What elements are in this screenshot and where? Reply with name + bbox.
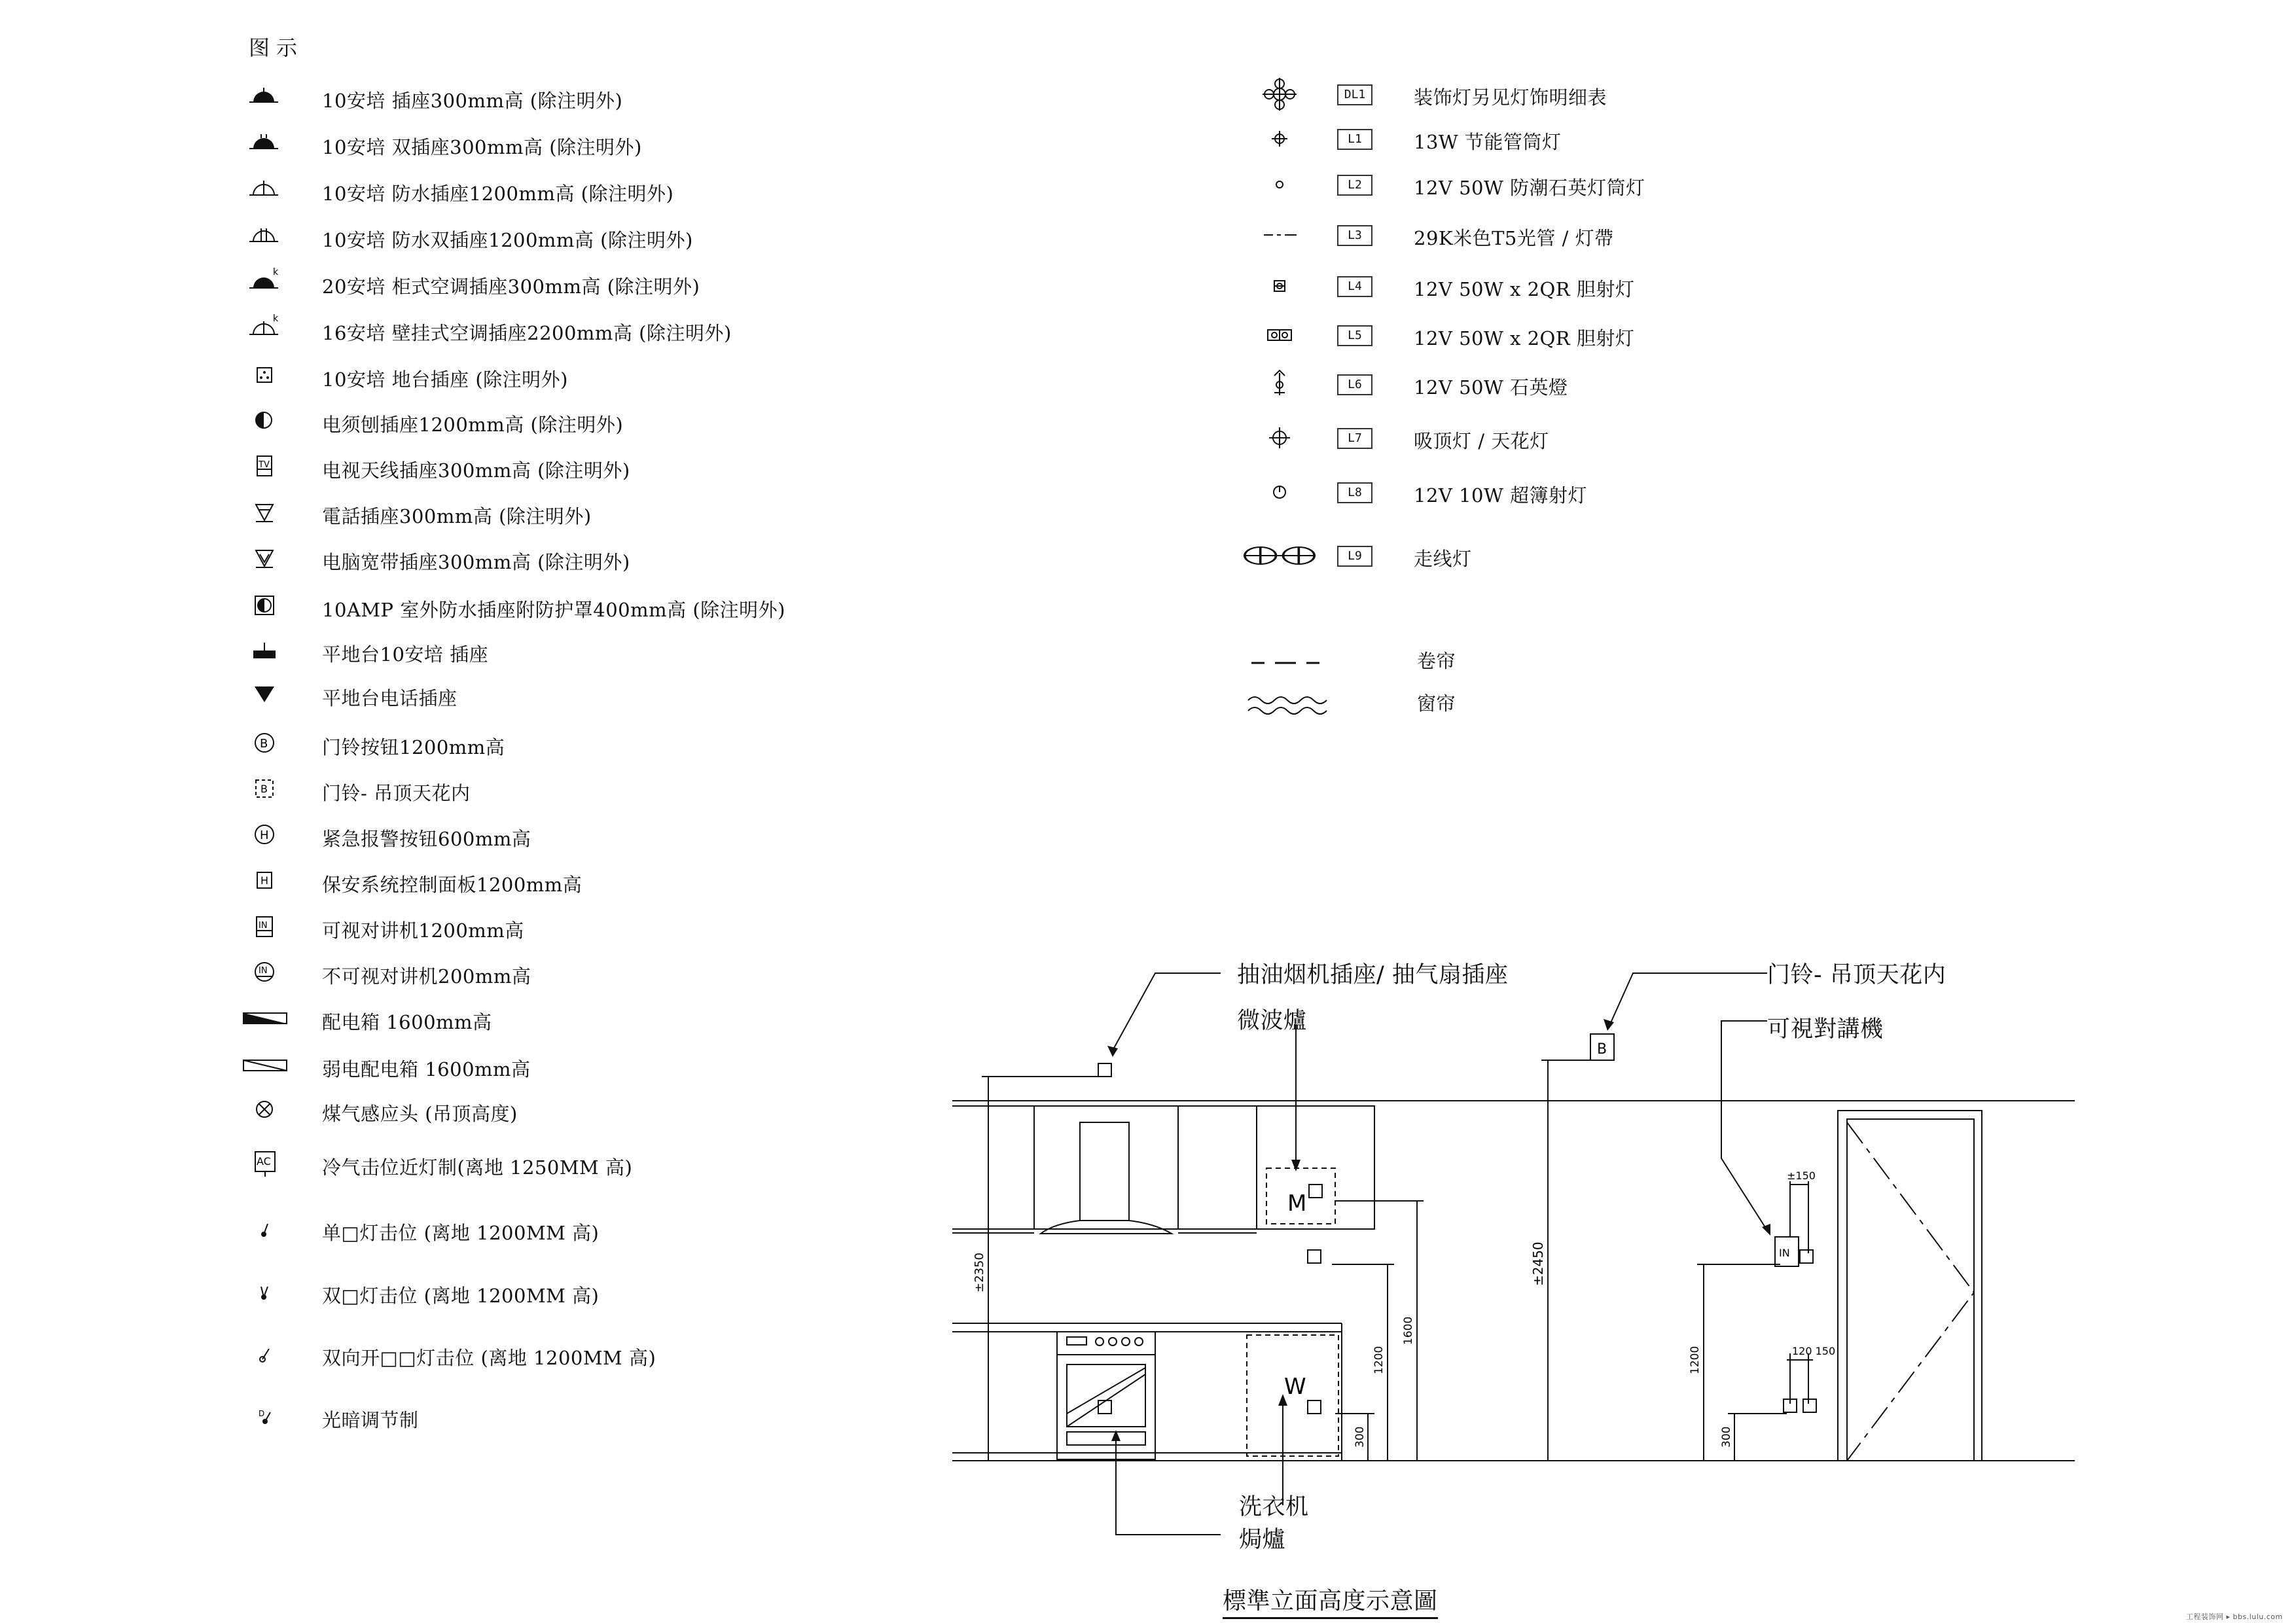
legend-item-label: 29K米色T5光管 / 灯帶 (1414, 227, 1614, 249)
legend-tag: L9 (1337, 546, 1372, 567)
dim-300-a: 300 (1354, 1426, 1367, 1448)
legend-tag: L1 (1337, 129, 1372, 150)
svg-text:B: B (260, 783, 268, 795)
legend-item-label: 双□灯击位 (离地 1200MM 高) (322, 1285, 600, 1307)
legend-item-label: 吸顶灯 / 天花灯 (1414, 430, 1549, 452)
washer-letter: W (1284, 1374, 1306, 1400)
range-hood (1080, 1122, 1129, 1221)
door-swing (1847, 1122, 1974, 1461)
legend-item-label: 光暗调节制 (322, 1409, 419, 1431)
legend-item-label: 走线灯 (1414, 548, 1472, 570)
legend-tag: L4 (1337, 276, 1372, 297)
legend-item-label: 12V 50W x 2QR 胆射灯 (1414, 278, 1635, 300)
legend-item-label: 紧急报警按钮600mm高 (322, 828, 531, 850)
legend-item-label: 13W 节能管筒灯 (1414, 131, 1562, 153)
legend-item-label: 10安培 插座300mm高 (除注明外) (322, 90, 623, 112)
microwave-letter: M (1287, 1190, 1307, 1217)
watermark: 工程装饰网 ▸ bbs.lulu.com (2186, 1613, 2283, 1621)
dim-1600: 1600 (1402, 1316, 1415, 1345)
dim-120-150: 120 150 (1792, 1345, 1836, 1357)
legend-tag: L3 (1337, 225, 1372, 246)
legend-item-label: 12V 50W 石英燈 (1414, 376, 1568, 399)
svg-text:TV: TV (259, 460, 270, 470)
legend-tag: L6 (1337, 374, 1372, 395)
callout-hood-socket: 抽油烟机插座/ 抽气扇插座 (1237, 962, 1509, 988)
svg-text:k: k (273, 267, 279, 277)
svg-text:D: D (259, 1409, 265, 1418)
legend-item-label: 10AMP 室外防水插座附防护罩400mm高 (除注明外) (322, 599, 785, 621)
legend-item-label: 10安培 防水插座1200mm高 (除注明外) (322, 183, 674, 205)
legend-item-label: 保安系统控制面板1200mm高 (322, 874, 583, 896)
legend-tag: L7 (1337, 428, 1372, 449)
svg-text:IN: IN (259, 921, 268, 931)
legend-item-label: 12V 10W 超簿射灯 (1414, 484, 1587, 507)
oven (1057, 1332, 1155, 1459)
legend-item-label: 平地台电话插座 (322, 687, 457, 709)
callout-microwave: 微波爐 (1237, 1008, 1307, 1034)
legend-item-label: 10安培 双插座300mm高 (除注明外) (322, 136, 642, 158)
legend-item-label: 12V 50W x 2QR 胆射灯 (1414, 327, 1635, 349)
callout-doorbell: 门铃- 吊顶天花内 (1767, 962, 1946, 988)
blind-label: 卷帘 (1417, 650, 1456, 672)
svg-text:k: k (273, 313, 279, 324)
dim-1200-a: 1200 (1372, 1346, 1386, 1374)
legend-item-label: 单□灯击位 (离地 1200MM 高) (322, 1222, 600, 1244)
intercom-letter: IN (1779, 1247, 1790, 1259)
legend-item-label: 门铃- 吊顶天花内 (322, 782, 471, 804)
door-frame (1838, 1111, 1982, 1461)
legend-item-label: 弱电配电箱 1600mm高 (322, 1058, 531, 1080)
legend-title: 图示 (249, 35, 304, 60)
callout-oven: 焗爐 (1239, 1527, 1286, 1553)
svg-text:IN: IN (259, 966, 268, 976)
legend-item-label: 电视天线插座300mm高 (除注明外) (322, 459, 630, 482)
legend-item-label: 门铃按钮1200mm高 (322, 736, 505, 758)
callout-washer: 洗衣机 (1239, 1494, 1309, 1520)
legend-item-label: 不可视对讲机200mm高 (322, 965, 531, 988)
legend-item-label: 冷气击位近灯制(离地 1250MM 高) (322, 1156, 633, 1179)
elevation-title: 標準立面高度示意圖 (1223, 1582, 1438, 1619)
legend-item-label: 10安培 地台插座 (除注明外) (322, 368, 568, 391)
legend-tag: L8 (1337, 482, 1372, 503)
svg-text:H: H (260, 874, 269, 887)
dim-300-b: 300 (1720, 1426, 1733, 1448)
legend-tag: L5 (1337, 325, 1372, 346)
svg-text:H: H (260, 829, 269, 842)
legend-item-label: 電話插座300mm高 (除注明外) (322, 505, 592, 527)
legend-item-label: 平地台10安培 插座 (322, 643, 489, 666)
callout-intercom: 可視對講機 (1767, 1016, 1884, 1043)
dim-1200-b: 1200 (1689, 1346, 1702, 1374)
dim-2450: ±2450 (1530, 1241, 1546, 1286)
legend-item-label: 装饰灯另见灯饰明细表 (1414, 86, 1607, 109)
legend-item-label: 10安培 防水双插座1200mm高 (除注明外) (322, 229, 693, 251)
legend-item-label: 可视对讲机1200mm高 (322, 919, 524, 942)
doorbell-letter: B (1597, 1041, 1607, 1058)
legend-tag: L2 (1337, 175, 1372, 196)
curtain-label: 窗帘 (1417, 692, 1456, 715)
legend-item-label: 电脑宽带插座300mm高 (除注明外) (322, 551, 630, 573)
dim-150: ±150 (1787, 1169, 1816, 1182)
legend-item-label: 配电箱 1600mm高 (322, 1011, 492, 1033)
legend-item-label: 煤气感应头 (吊顶高度) (322, 1103, 518, 1125)
svg-text:B: B (260, 737, 268, 751)
legend-item-label: 12V 50W 防潮石英灯筒灯 (1414, 177, 1645, 199)
dim-2350: ±2350 (973, 1253, 986, 1293)
legend-item-label: 20安培 柜式空调插座300mm高 (除注明外) (322, 276, 700, 298)
legend-tag: DL1 (1337, 84, 1372, 105)
svg-text:AC: AC (257, 1155, 271, 1168)
legend-item-label: 双向开□□灯击位 (离地 1200MM 高) (322, 1347, 656, 1369)
legend-item-label: 电须刨插座1200mm高 (除注明外) (322, 414, 624, 436)
legend-item-label: 16安培 壁挂式空调插座2200mm高 (除注明外) (322, 322, 732, 344)
